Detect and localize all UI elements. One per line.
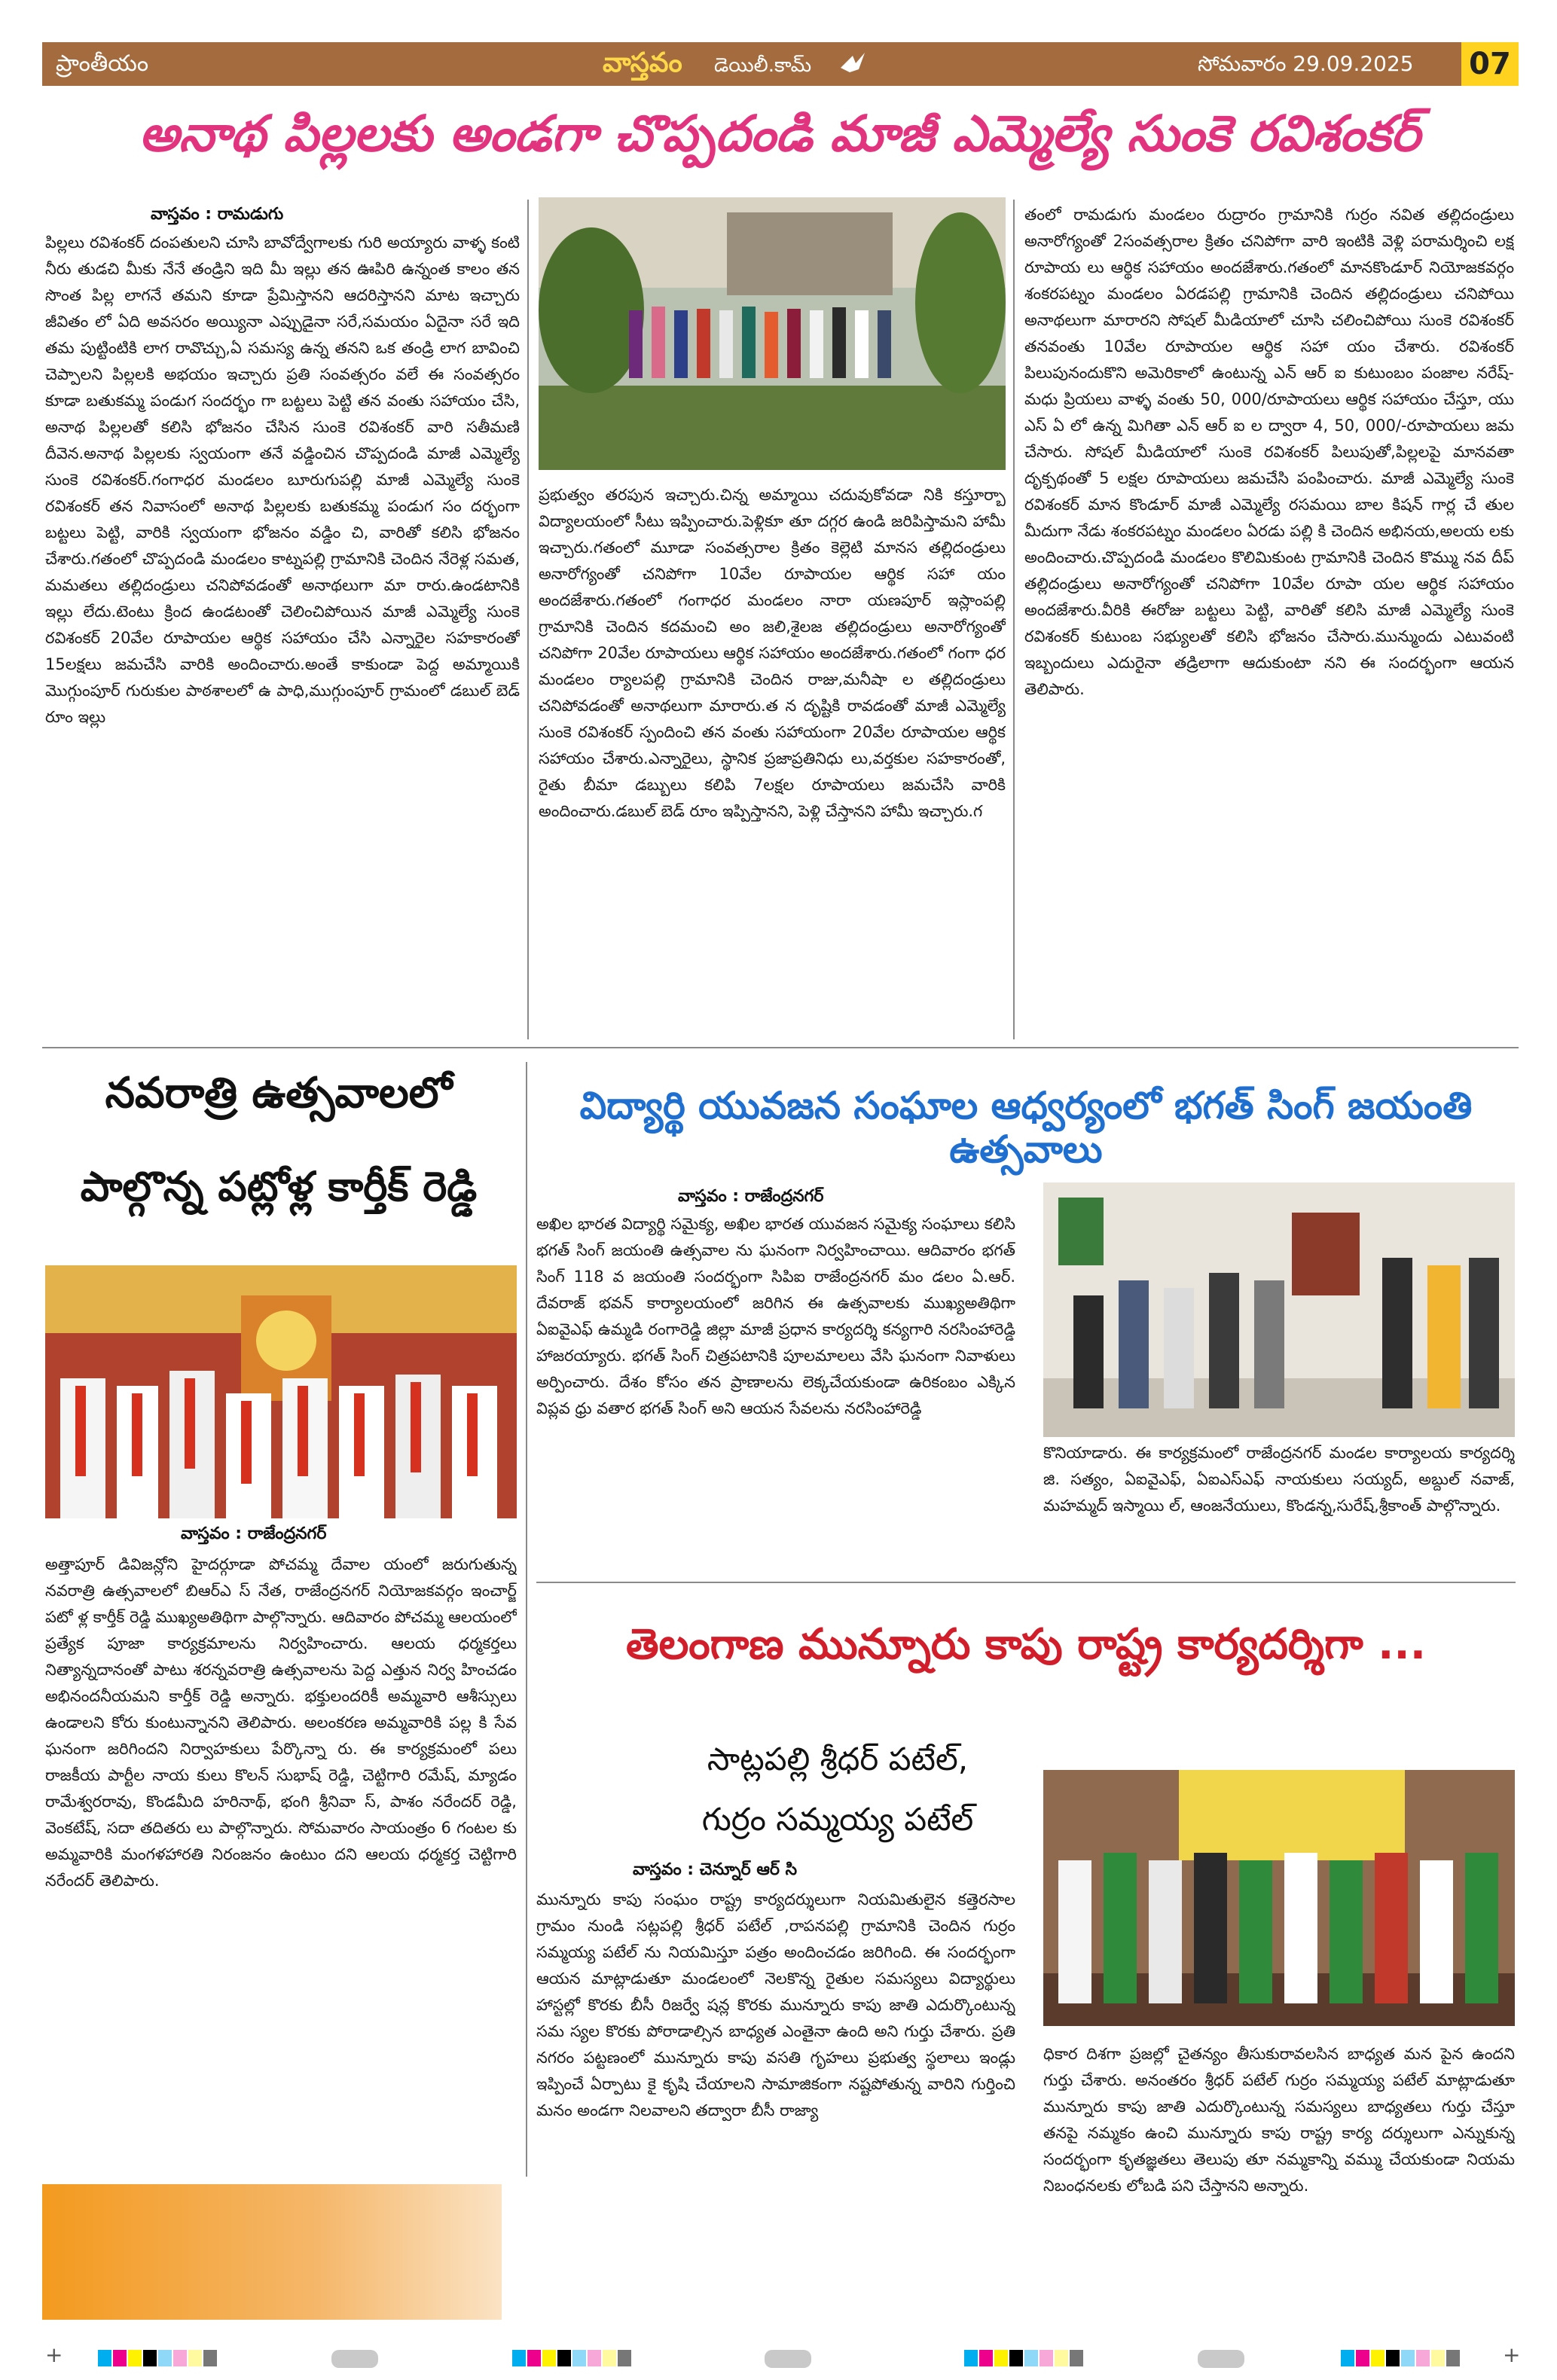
column-rule — [526, 1062, 527, 2177]
color-registration-bar — [512, 2350, 633, 2366]
story4-body-right: ధికార దిశగా ప్రజల్లో చైతన్యం తీసుకురావలసిన బాధ్యత మన పైన ఉందని గుర్తు చేశారు. అనంతరం శ్రీధర్ పటేల్ గుర్రం సమ్మయ్య పటేల్ మాట్లాడుతూ మున్నూరు కాపు జాతి ఎదుర్కొంటున్న సమస్యలు బాధ్యతలు గుర్తు చేస్తూ తనపై నమ్మకం ఉంచి మున్నూరు కాపు రాష్ట్ర కార్య దర్శులుగా ఎన్నుకున్న సందర్భంగా కృతజ్ఞతలు తెలుపు తూ నమ్మకాన్ని వమ్ము చేయకుండా నియమ నిబంధనలకు లోబడి పని చేస్తానని అన్నారు. — [1043, 2045, 1515, 2195]
column-rule — [1013, 200, 1015, 1039]
story3-dateline: వాస్తవం : రాజేంద్రనగర్ — [678, 1187, 824, 1206]
section-label: ప్రాంతీయం — [56, 50, 149, 77]
story4-photo — [1043, 1770, 1515, 2026]
story3-headline: విద్యార్థి యువజన సంఘాల ఆధ్వర్యంలో భగత్ సింగ్ జయంతి ఉత్సవాలు — [579, 1084, 1473, 1171]
registration-pill — [765, 2350, 811, 2368]
paper-logo: వాస్తవం — [603, 47, 682, 78]
story4-subhead-line1: సాట్లపల్లి శ్రీధర్ పటేల్, — [707, 1741, 969, 1777]
story3-body-left: అఖిల భారత విద్యార్థి సమైక్య, అఖిల భారత యువజన సమైక్య సంఘాలు కలిసి భగత్ సింగ్ జయంతి ఉత్సవాల ను ఘనంగా నిర్వహించాయి. ఆదివారం భగత్ సింగ్ 118 వ జయంతి సందర్భంగా సిపిఐ రాజేంద్రనగర్ మం డలం ఏ.ఆర్. దేవరాజ్ భవన్ కార్యాలయంలో జరిగిన ఈ ఉత్సవాలకు ముఖ్యఅతిథిగా ఏఐవైఎఫ్ ఉమ్మడి రంగారెడ్డి జిల్లా మాజీ ప్రధాన కార్యదర్శి కన్యగారి నరసింహారెడ్డి హాజరయ్యారు. భగత్ సింగ్ చిత్రపటానికి పూలమాలలు వేసి ఘనంగా నివాళులు అర్పించారు. దేశం కోసం తన ప్రాణాలను లెక్కచేయకుండా ఉరికంబం ఎక్కిన విప్లవ ధ్రు వతార భగత్ సింగ్ అని ఆయన సేవలను నరసింహారెడ్డి — [536, 1215, 1015, 1417]
registration-pill — [1198, 2350, 1244, 2368]
issue-date: సోమవారం 29.09.2025 — [1198, 51, 1414, 76]
story1-column-3: తంలో రామడుగు మండలం రుద్రారం గ్రామానికి గుర్రం నవిత తల్లిదండ్రులు అనారోగ్యంతో 2సంవత్సరాల క్రితం చనిపోగా వారి ఇంటికి వెళ్లి పరామర్శించి లక్ష రూపాయ లు ఆర్థిక సహాయం అందజేశారు.గతంలో మానకొండూర్ నియోజకవర్గం శంకరపట్నం మండలం ఏరడపల్లి గ్రామానికి చెందిన తల్లిదండ్రులు చనిపోయి అనాథలుగా మారారని సోషల్ మీడియాలో చూసి చలించిపోయి సుంకె రవిశంకర్ తనవంతు 10వేల రూపాయల ఆర్థిక సహా యం చేశారు. రవిశంకర్ పిలుపునందుకొని అమెరికాలో ఉంటున్న ఎన్ ఆర్ ఐ కుటుంబం పంజాల నరేష్-మధు ప్రియలు వాళ్ళ వంతు 50, 000/రూపాయలు ఆర్థిక సహాయం చేస్తూ, యు ఎస్ ఏ లో ఉన్న మిగితా ఎన్ ఆర్ ఐ ల ద్వారా 4, 50, 000/-రూపాయలు జమ చేసారు. సోషల్ మీడియాలో సుంకె రవిశంకర్ పిలుపుతో,పిల్లలపై మానవతా దృక్పథంతో 5 లక్షల రూపాయలు జమచేసి పంపించారు. మాజీ ఎమ్మెల్యే సుంకె రవిశంకర్ మాన కొండూర్ మాజీ ఎమ్మెల్యే రసమయి బాల కిషన్ గార్ల చే తుల మీదుగా నేడు శంకరపట్నం మండలం ఏరడు పల్లి కి చెందిన అభినయ,అలయ లకు అందించారు.చొప్పదండి మండలం కొలిమికుంట గ్రామానికి చెందిన కొమ్ము నవ దీప్ తల్లిదండ్రులు అనారోగ్యంతో చనిపోగా 10వేల రూపా యల ఆర్థిక సహాయం అందజేశారు.వీరికి ఈరోజు బట్టలు పెట్టి, వారితో కలిసి మాజీ ఎమ్మెల్యే సుంకె రవిశంకర్ కుటుంబ సభ్యులతో కలిసి భోజనం చేసారు.మున్ముందు ఎటువంటి ఇబ్బందులు ఎదురైనా తడ్రిలాగా ఆదుకుంటా నని ఈ సందర్భంగా ఆయన తెలిపారు. — [1024, 206, 1514, 698]
story4-dateline: వాస్తవం : చెన్నూర్ ఆర్ సి — [633, 1860, 798, 1879]
story4-subhead-line2: గుర్రం సమ్మయ్య పటేల్ — [701, 1801, 974, 1838]
story1-dateline: వాస్తవం : రామడుగు — [151, 205, 284, 224]
story2-body: అత్తాపూర్ డివిజన్లోని హైదర్గూడా పోచమ్మ దేవాల యంలో జరుగుతున్న నవరాత్రి ఉత్సవాలలో బిఆర్ఎ స్ నేత, రాజేంద్రనగర్ నియోజకవర్గం ఇంచార్జ్ పటో ళ్ల కార్తీక్ రెడ్డి ముఖ్యఅతిథిగా పాల్గొన్నారు. ఆదివారం పోచమ్మ ఆలయంలో ప్రత్యేక పూజా కార్యక్రమాలను నిర్వహించారు. ఆలయ ధర్మకర్తలు నిత్యాన్నదానంతో పాటు శరన్నవరాత్రి ఉత్సవాలను పెద్ద ఎత్తున నిర్వ హించడం అభినందనీయమని కార్తీక్ రెడ్డి అన్నారు. భక్తులందరికీ అమ్మవారి ఆశీస్సులు ఉండాలని కోరు కుంటున్నానని తెలిపారు. అలంకరణ అమ్మవారికి పల్ల కి సేవ ఘనంగా జరిగిందని నిర్వాహకులు పేర్కొన్నా రు. ఈ కార్యక్రమంలో పలు రాజకీయ పార్టీల నాయ కులు కొలన్ సుభాష్ రెడ్డి, చెట్టిగారి రమేష్, మ్యాడం రామేశ్వరరావు, కొండమీది హరినాథ్, భంగి శ్రీనివా స్, పాశం నరేందర్ రెడ్డి, వెంకటేష్, సదా తదితరు లు పాల్గొన్నారు. సోమవారం సాయంత్రం 6 గంటల కు అమ్మవారికి మంగళహారతి నిరంజనం ఉంటుం దని ఆలయ ధర్మకర్త చెట్టిగారి నరేందర్ తెలిపారు. — [45, 1555, 517, 1890]
story3-body-right: కొనియాడారు. ఈ కార్యక్రమంలో రాజేంద్రనగర్ మండల కార్యాలయ కార్యదర్శి జి. సత్యం, ఏఐవైఎఫ్, ఏఐఎస్ఎఫ్ నాయకులు సయ్యద్, అబ్దుల్ నవాజ్, మహమ్మద్ ఇస్మాయి ల్, ఆంజనేయులు, కొండన్న,సురేష్,శ్రీకాంత్ పాల్గొన్నారు. — [1043, 1444, 1515, 1515]
color-registration-bar — [964, 2350, 1085, 2366]
story2-photo — [45, 1265, 517, 1518]
story2-headline-line1: నవరాత్రి ఉత్సవాలలో — [105, 1069, 453, 1118]
story2-headline-line2: పాల్గొన్న పట్లోళ్ల కార్తీక్ రెడ్డి — [80, 1163, 478, 1210]
bird-logo-icon — [838, 50, 868, 77]
registration-cross-icon: + — [1503, 2342, 1521, 2367]
paper-logo-sub: డెయిలీ.కామ్ — [714, 54, 812, 77]
registration-cross-icon: + — [45, 2342, 63, 2367]
story1-headline: అనాథ పిల్లలకు అండగా చొప్పదండి మాజీ ఎమ్మెల్యే సుంకె రవిశంకర్ — [139, 105, 1421, 163]
story-divider — [42, 1047, 1519, 1048]
story-divider — [536, 1582, 1516, 1583]
story1-column-1: పిల్లలు రవిశంకర్ దంపతులని చూసి బావోద్వేగాలకు గురి అయ్యారు వాళ్ళ కంటి నీరు తుడచి మీకు నేనే తండ్రిని ఇది మీ ఇల్లు తన ఊపిరి ఉన్నంత కాలం తన సొంత పిల్ల లాగనే తమని కూడా ప్రేమిస్తానని ఆదరిస్తానని మాట ఇచ్చారు జీవితం లో ఏది అవసరం అయ్యినా ఎప్పుడైనా సరే,సమయం ఏదైనా సరే ఇది తమ పుట్టింటికి లాగ రావొచ్చు,ఏ సమస్య ఉన్న తనని ఒక తండ్రి లాగ బావించి చెప్పాలని పిల్లలకి అభయం ఇచ్చారు ప్రతి సంవత్సరం వలే ఈ సంవత్సరం కూడా బతుకమ్మ పండుగ సందర్భం గా బట్టలు పెట్టి తన వంతు సహాయం చేసి, అనాథ పిల్లలతో కలిసి భోజనం చేసిన సుంకె రవిశంకర్ వారి సతీమణి దీవెన.అనాథ పిల్లలకు స్వయంగా తనే వడ్డించిన చొప్పదండి మాజీ ఎమ్మెల్యే సుంకె రవిశంకర్.గంగాధర మండలం బూరుగుపల్లి మాజీ ఎమ్మెల్యే సుంకె రవిశంకర్ తన నివాసంలో అనాథ పిల్లలకు బతుకమ్మ పండుగ సం దర్భంగా బట్టలు పెట్టి, వారికి స్వయంగా భోజనం వడ్డిం చి, వారితో కలిసి భోజనం చేశారు.గతంలో చొప్పదండి మండలం కాట్నపల్లి గ్రామానికి చెందిన నేరెళ్ల సమత, మమతలు తల్లిదండ్రులు చనిపోవడంతో అనాథలుగా మా రారు.ఉండటానికి ఇల్లు లేదు.టెంటు క్రింద ఉండటంతో చెలించిపోయిన మాజీ ఎమ్మెల్యే సుంకె రవిశంకర్ 20వేల రూపాయల ఆర్థిక సహాయం చేసి ఎన్నారైల సహకారంతో 15లక్షలు జమచేసి వారికి అందించారు.అంతే కాకుండా పెద్ద అమ్మాయికి మొగ్గుంపూర్ గురుకుల పాఠశాలలో ఉ పాధి,ముగ్గుంపూర్ గ్రామంలో డబుల్ బెడ్ రూం ఇల్లు — [45, 233, 520, 726]
story1-column-2: ప్రభుత్వం తరపున ఇచ్చారు.చిన్న అమ్మాయి చదువుకోవడా నికి కస్తూర్బా విద్యాలయంలో సీటు ఇప్పించారు.పెళ్లికూ తూ దగ్గర ఉండి జరిపిస్తామని హామీ ఇచ్చారు.గతంలో మూడా సంవత్సరాల క్రితం కెల్లెటి మానస తల్లిదండ్రులు అనారోగ్యంతో చనిపోగా 10వేల రూపాయల ఆర్థిక సహా యం అందజేశారు.గతంలో గంగాధర మండలం నారా యణపూర్ ఇస్లాంపల్లి గ్రామానికి చెందిన కదమంచి అం జలి,శైలజ తల్లిదండ్రులు అనారోగ్యంతో చనిపోగా 20వేల రూపాయలు ఆర్థిక సహాయం అందజేశారు.గతంలో గంగా ధర మండలం ర్యాలపల్లి గ్రామానికి చెందిన రాజు,మనీషా ల తల్లిదండ్రులు చనిపోవడంతో అనాథలుగా మారారు.త న దృష్టికి రావడంతో మాజీ ఎమ్మెల్యే సుంకె రవిశంకర్ స్పందించి తన వంతు సహాయంగా 20వేల రూపాయల ఆర్థిక సహాయం చేశారు.ఎన్నారైలు, స్థానిక ప్రజాప్రతినిధు లు,వర్తకుల సహకారంతో, రైతు బీమా డబ్బులు కలిపి 7లక్షల రూపాయలు జమచేసి వారికి అందించారు.డబుల్ బెడ్ రూం ఇప్పిస్తానని, పెళ్లి చేస్తానని హామీ ఇచ్చారు.గ — [539, 486, 1006, 820]
story1-photo — [539, 197, 1006, 470]
registration-pill — [331, 2350, 378, 2368]
story4-body-left: మున్నూరు కాపు సంఘం రాష్ట్ర కార్యదర్శులుగా నియమితులైన కత్తెరసాల గ్రామం నుండి సట్లపల్లి శ్రీధర్ పటేల్ ,రాపనపల్లి గ్రామానికి చెందిన గుర్రం సమ్మయ్య పటేల్ ను నియమిస్తూ పత్రం అందించడం జరిగింది. ఈ సందర్భంగా ఆయన మాట్లాడుతూ మండలంలో నెలకొన్న రైతుల సమస్యలు విద్యార్థులు హాస్టల్లో కొరకు బీసీ రిజర్వే షన్ల కొరకు మున్నూరు కాపు జాతి ఎదుర్కొంటున్న సమ స్యల కొరకు పోరాడాల్సిన బాధ్యత ఎంతైనా ఉంది అని గుర్తు చేశారు. ప్రతి నగరం పట్టణంలో మున్నూరు కాపు వసతి గృహలు ప్రభుత్వ స్థలాలు ఇండ్లు ఇప్పించే ఏర్పాటు కై కృషి చేయాలని సామాజికంగా నష్టపోతున్న వారిని గుర్తించి మనం అండగా నిలవాలని తద్వారా బీసీ రాజ్యా — [536, 1890, 1015, 2119]
color-registration-bar — [1341, 2350, 1461, 2366]
page-number: 07 — [1461, 42, 1519, 86]
story4-headline: తెలంగాణ మున్నూరు కాపు రాష్ట్ర కార్యదర్శిగా ... — [626, 1620, 1426, 1669]
story3-photo — [1043, 1182, 1515, 1437]
story2-dateline: వాస్తవం : రాజేంద్రనగర్ — [181, 1524, 327, 1543]
column-rule — [527, 200, 529, 1039]
orange-strip — [42, 2184, 502, 2320]
color-registration-bar — [98, 2350, 218, 2366]
